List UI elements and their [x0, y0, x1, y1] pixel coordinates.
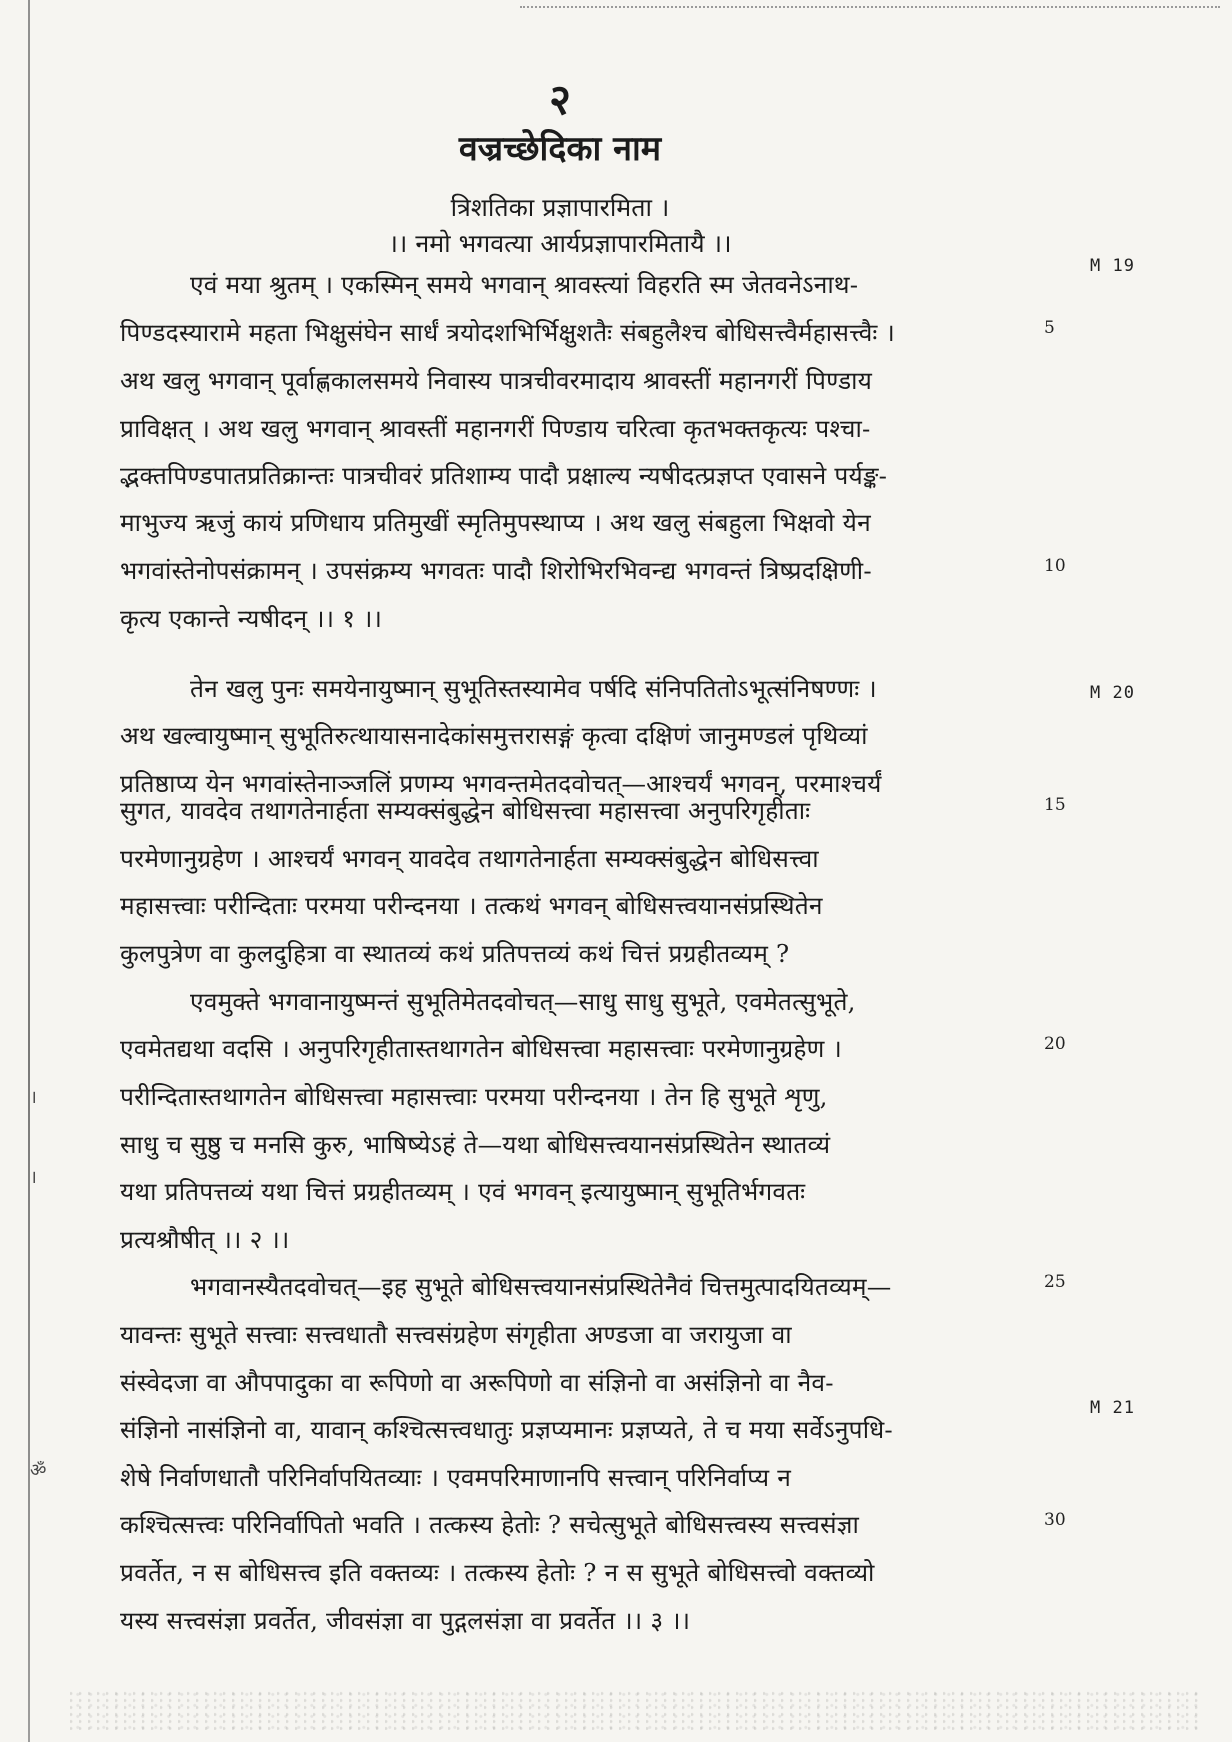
text-line: संस्वेदजा वा औपपादुका वा रूपिणो वा अरूपिणो वा संज्ञिनो वा असंज्ञिनो वा नैव-: [120, 1368, 834, 1397]
text-line: प्रवर्तेत, न स बोधिसत्त्व इति वक्तव्यः । तत्कस्य हेतोः ? न स सुभूते बोधिसत्त्वो वक्तव्यो: [120, 1558, 875, 1587]
text-line: भगवांस्तेनोपसंक्रामन् । उपसंक्रम्य भगवतः पादौ शिरोभिरभिवन्द्य भगवन्तं त्रिष्प्रदक्षिणी-: [120, 556, 872, 585]
line-number: 30: [1044, 1510, 1066, 1530]
text-line: सुगत, यावदेव तथागतेनार्हता सम्यक्संबुद्धेन बोधिसत्त्वा महासत्त्वा अनुपरिगृहीताः: [120, 796, 811, 825]
top-edge-artifact: [520, 6, 1220, 10]
margin-reference: M 20: [1090, 683, 1135, 703]
text-line: यावन्तः सुभूते सत्त्वाः सत्त्वधातौ सत्त्वसंग्रहेण संगृहीता अण्डजा वा जरायुजा वा: [120, 1320, 792, 1349]
edge-mark: ।: [30, 1087, 37, 1108]
text-line: परीन्दितास्तथागतेन बोधिसत्त्वा महासत्त्वाः परमया परीन्दनया । तेन हि सुभूते शृणु,: [120, 1082, 828, 1111]
text-line: भगवानस्यैतदवोचत्—इह सुभूते बोधिसत्त्वयानसंप्रस्थितेनैवं चित्तमुत्पादयितव्यम्—: [190, 1272, 892, 1301]
text-line: परमेणानुग्रहेण । आश्चर्यं भगवन् यावदेव तथागतेनार्हता सम्यक्संबुद्धेन बोधिसत्त्वा: [120, 844, 819, 873]
text-line: एवमुक्ते भगवानायुष्मन्तं सुभूतिमेतदवोचत्—साधु साधु सुभूते, एवमेतत्सुभूते,: [190, 987, 856, 1016]
text-line: महासत्त्वाः परीन्दिताः परमया परीन्दनया । तत्कथं भगवन् बोधिसत्त्वयानसंप्रस्थितेन: [120, 891, 823, 920]
text-line: शेषे निर्वाणधातौ परिनिर्वापयितव्याः । एवमपरिमाणानपि सत्त्वान् परिनिर्वाप्य न: [120, 1463, 792, 1492]
text-line: तेन खलु पुनः समयेनायुष्मान् सुभूतिस्तस्यामेव पर्षदि संनिपतितोऽभूत्संनिषण्णः ।: [190, 674, 877, 703]
text-line: माभुज्य ऋजुं कायं प्रणिधाय प्रतिमुखीं स्मृतिमुपस्थाप्य । अथ खलु संबहुला भिक्षवो येन: [120, 508, 871, 537]
text-line: अथ खलु भगवान् पूर्वाह्णकालसमये निवास्य पात्रचीवरमादाय श्रावस्तीं महानगरीं पिण्डाय: [120, 366, 873, 395]
text-line: प्रत्यश्रौषीत् ।। २ ।।: [120, 1225, 290, 1254]
margin-reference: M 21: [1090, 1398, 1135, 1418]
scan-noise: [70, 1690, 1200, 1730]
text-line: संज्ञिनो नासंज्ञिनो वा, यावान् कश्चित्सत्त्वधातुः प्रज्ञप्यमानः प्रज्ञप्यते, ते च मया सर्वेऽनुपधि-: [120, 1415, 893, 1444]
invocation: ।। नमो भगवत्या आर्यप्रज्ञापारमितायै ।।: [388, 229, 732, 258]
text-line: पिण्डदस्यारामे महता भिक्षुसंघेन सार्धं त्रयोदशभिर्भिक्षुशतैः संबहुलैश्च बोधिसत्त्वैर्महासत्त्वैः ।: [120, 318, 895, 347]
text-line: साधु च सुष्ठु च मनसि कुरु, भाषिष्येऽहं ते—यथा बोधिसत्त्वयानसंप्रस्थितेन स्थातव्यं: [120, 1130, 831, 1159]
text-line: प्राविक्षत् । अथ खलु भगवान् श्रावस्तीं महानगरीं पिण्डाय चरित्वा कृतभक्तकृत्यः पश्चा-: [120, 414, 871, 443]
text-line: कुलपुत्रेण वा कुलदुहित्रा वा स्थातव्यं कथं प्रतिपत्तव्यं कथं चित्तं प्रग्रहीतव्यम् ?: [120, 939, 790, 968]
edge-mark: ॐ: [30, 1460, 47, 1481]
edge-mark: ।: [30, 1167, 37, 1188]
line-number: 20: [1044, 1034, 1066, 1054]
page-title: वज्रच्छेदिका नाम: [458, 129, 662, 169]
text-line: यस्य सत्त्वसंज्ञा प्रवर्तेत, जीवसंज्ञा वा पुद्गलसंज्ञा वा प्रवर्तेत ।। ३ ।।: [120, 1606, 691, 1635]
text-line: यथा प्रतिपत्तव्यं यथा चित्तं प्रग्रहीतव्यम् । एवं भगवन् इत्यायुष्मान् सुभूतिर्भगवतः: [120, 1177, 806, 1206]
subtitle: त्रिशतिका प्रज्ञापारमिता ।: [450, 193, 670, 222]
page-number: २: [549, 75, 571, 124]
text-line: अथ खल्वायुष्मान् सुभूतिरुत्थायासनादेकांसमुत्तरासङ्गं कृत्वा दक्षिणं जानुमण्डलं पृथिव्यां: [120, 721, 868, 750]
text-line: एवं मया श्रुतम् । एकस्मिन् समये भगवान् श्रावस्त्यां विहरति स्म जेतवनेऽनाथ-: [190, 270, 859, 299]
margin-reference: M 19: [1090, 256, 1135, 276]
text-line: कृत्य एकान्ते न्यषीदन् ।। १ ।।: [120, 604, 383, 633]
text-line: द्भक्तपिण्डपातप्रतिक्रान्तः पात्रचीवरं प्रतिशाम्य पादौ प्रक्षाल्य न्यषीदत्प्रज्ञप्त एवासने पर्यङ्क-: [120, 461, 888, 490]
text-line: एवमेतद्यथा वदसि । अनुपरिगृहीतास्तथागतेन बोधिसत्त्वा महासत्त्वाः परमेणानुग्रहेण ।: [120, 1034, 843, 1063]
line-number: 25: [1044, 1272, 1066, 1292]
text-line: प्रतिष्ठाप्य येन भगवांस्तेनाञ्जलिं प्रणम्य भगवन्तमेतदवोचत्—आश्चर्यं भगवन्, परमाश्चर्यं: [120, 769, 882, 798]
text-line: कश्चित्सत्त्वः परिनिर्वापितो भवति । तत्कस्य हेतोः ? सचेत्सुभूते बोधिसत्त्वस्य सत्त्वसंज्ञा: [120, 1510, 860, 1539]
line-number: 15: [1044, 795, 1066, 815]
line-number: 5: [1044, 318, 1055, 338]
line-number: 10: [1044, 556, 1066, 576]
